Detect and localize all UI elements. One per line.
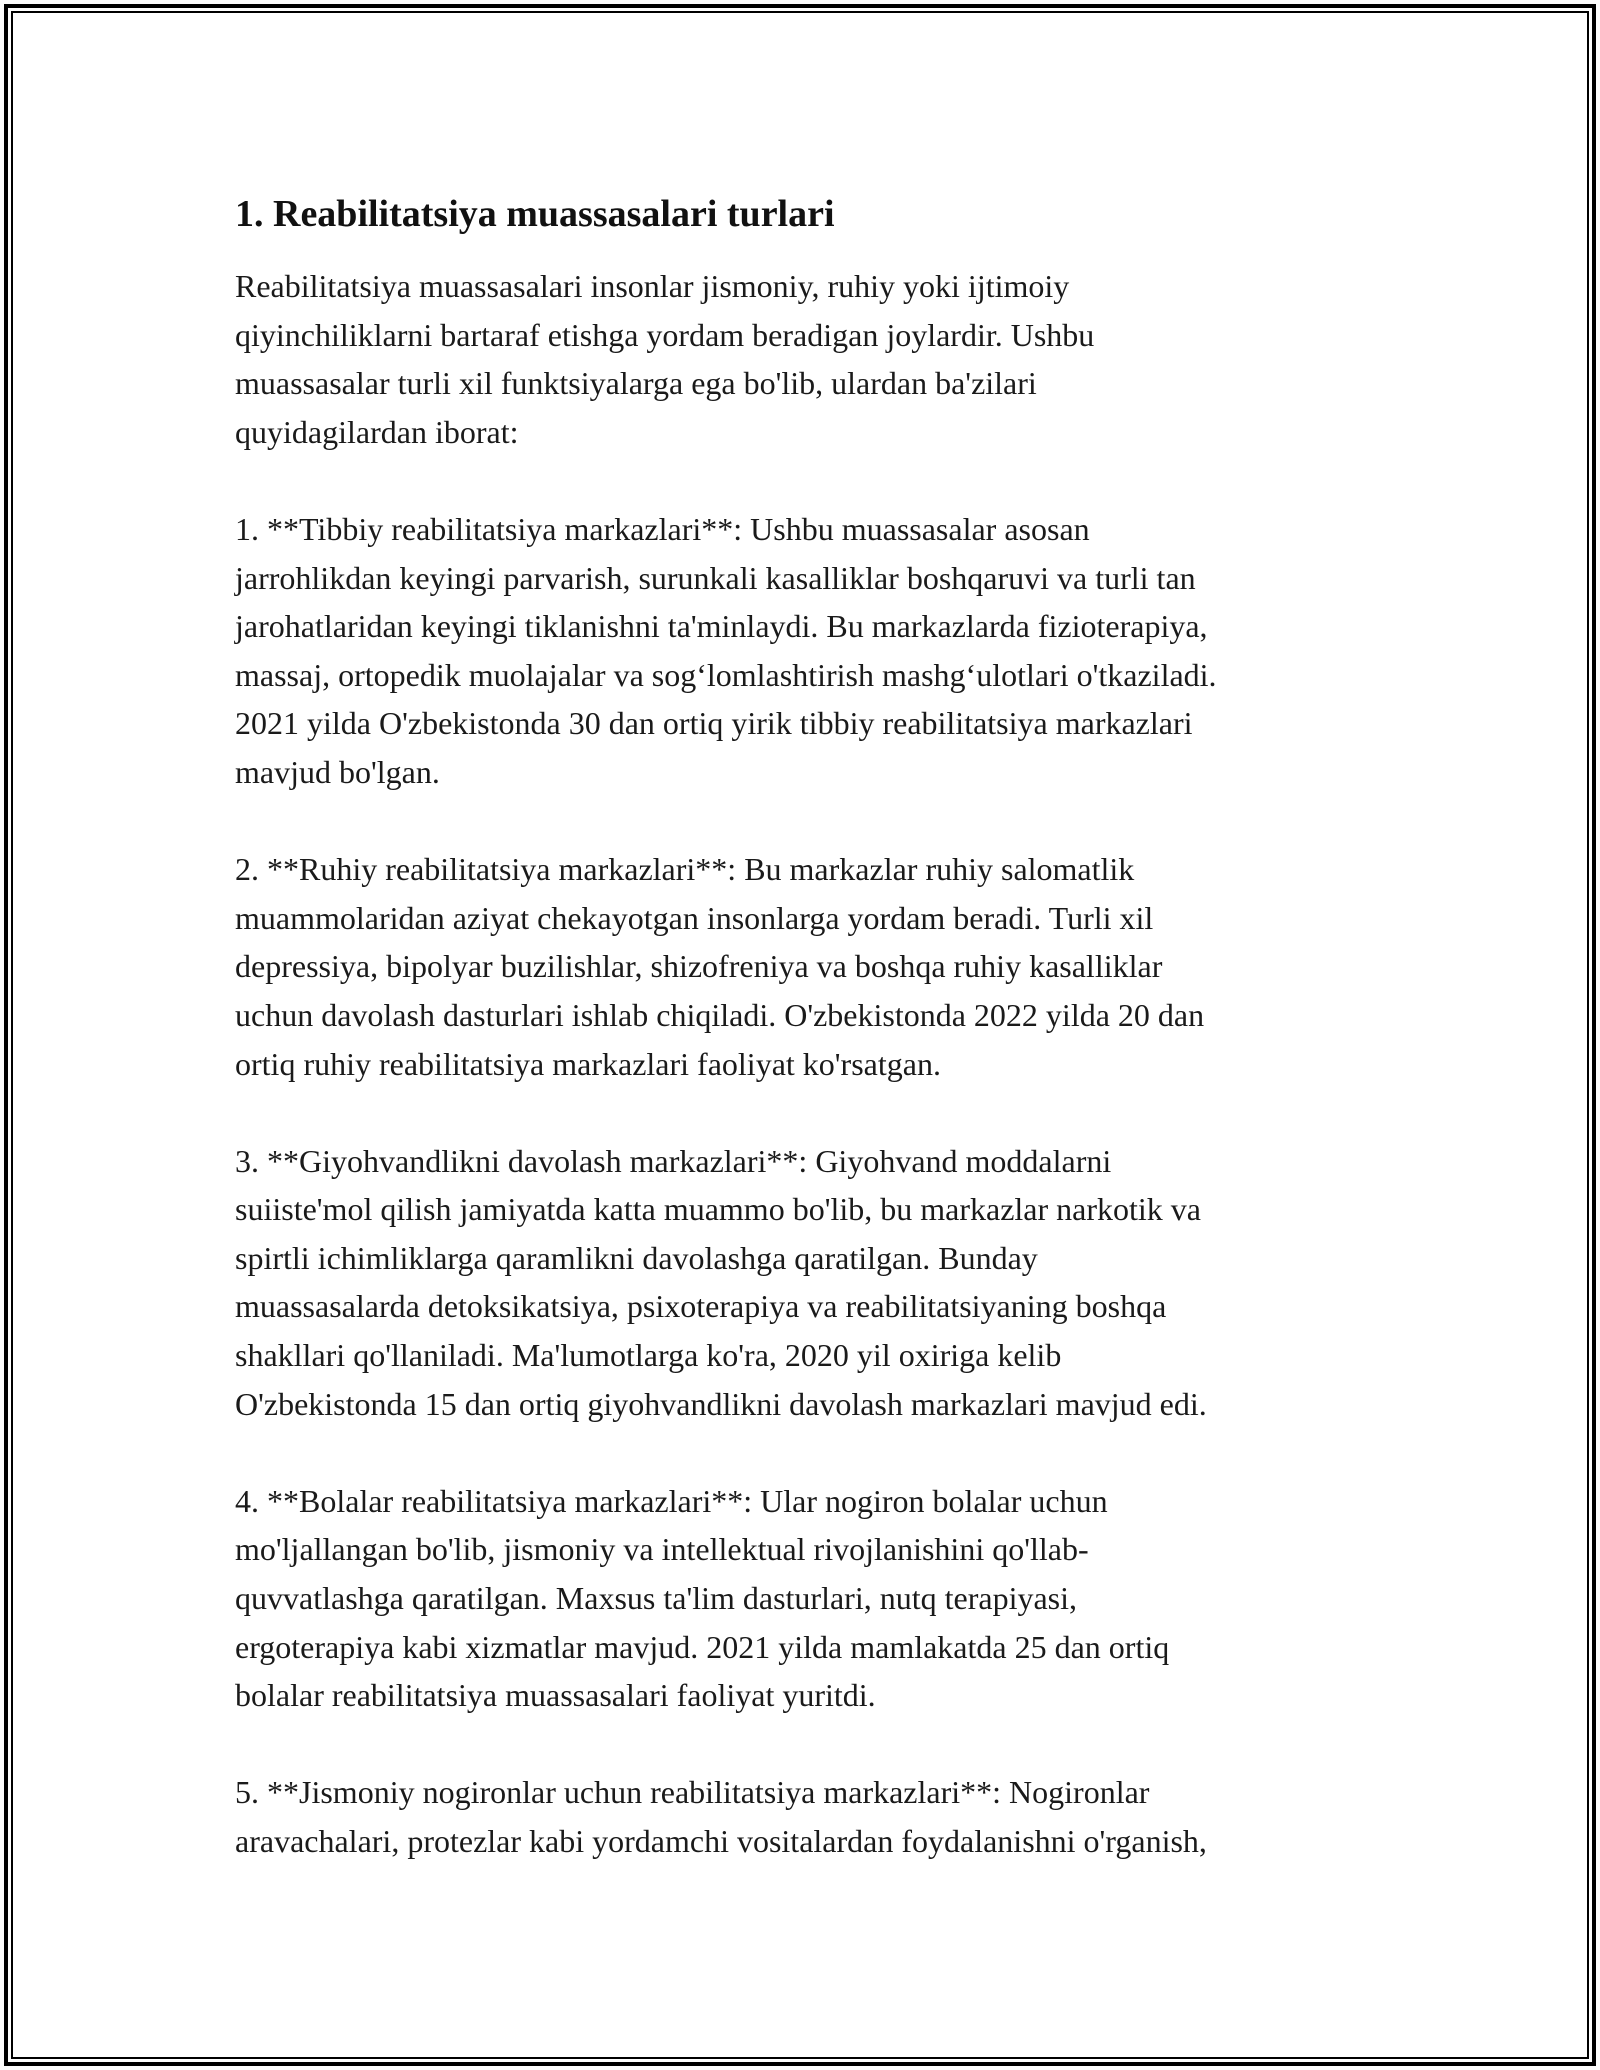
text-line: mavjud bo'lgan. [235,753,440,790]
intro-paragraph [235,262,1385,456]
text-line: 3. **Giyohvandlikni davolash markazlari**: Giyohvand moddalarni [235,1142,1112,1179]
paragraph-list [235,262,1385,1866]
section-heading: 1. Reabilitatsiya muassasalari turlari [235,193,835,235]
list-item-paragraph [235,845,1385,1088]
text-line: jarohatlaridan keyingi tiklanishni ta'minlaydi. Bu markazlarda fizioterapiya, [235,608,1208,645]
text-line: bolalar reabilitatsiya muassasalari faoliyat yuritdi. [235,1677,876,1714]
text-line: mo'ljallangan bo'lib, jismoniy va intellektual rivojlanishini qo'llab- [235,1531,1089,1568]
text-line: suiiste'mol qilish jamiyatda katta muammo bo'lib, bu markazlar narkotik va [235,1191,1201,1228]
text-line: 2021 yilda O'zbekistonda 30 dan ortiq yirik tibbiy reabilitatsiya markazlari [235,705,1193,742]
text-line: 5. **Jismoniy nogironlar uchun reabilitatsiya markazlari**: Nogironlar [235,1774,1150,1811]
text-line: 4. **Bolalar reabilitatsiya markazlari**: Ular nogiron bolalar uchun [235,1482,1108,1519]
document-body [235,184,1385,1914]
text-line: quvvatlashga qaratilgan. Maxsus ta'lim dasturlari, nutq terapiyasi, [235,1580,1077,1617]
text-line: jarrohlikdan keyingi parvarish, surunkali kasalliklar boshqaruvi va turli tan [235,559,1196,596]
text-line: quyidagilardan iborat: [235,413,519,450]
text-line: muammolaridan aziyat chekayotgan insonlarga yordam beradi. Turli xil [235,899,1154,936]
text-line: 2. **Ruhiy reabilitatsiya markazlari**: Bu markazlar ruhiy salomatlik [235,851,1135,888]
text-line: Reabilitatsiya muassasalari insonlar jismoniy, ruhiy yoki ijtimoiy [235,268,1070,304]
text-line: spirtli ichimliklarga qaramlikni davolashga qaratilgan. Bunday [235,1239,1038,1276]
text-line: O'zbekistonda 15 dan ortiq giyohvandlikni davolash markazlari mavjud edi. [235,1385,1207,1422]
text-line: qiyinchiliklarni bartaraf etishga yordam beradigan joylardir. Ushbu [235,316,1095,353]
list-item-paragraph [235,1477,1385,1720]
list-item-paragraph [235,1137,1385,1429]
text-line: ergoterapiya kabi xizmatlar mavjud. 2021 yilda mamlakatda 25 dan ortiq [235,1628,1170,1665]
list-item-paragraph [235,505,1385,797]
text-line: 1. **Tibbiy reabilitatsiya markazlari**: Ushbu muassasalar asosan [235,510,1090,547]
text-line: uchun davolash dasturlari ishlab chiqiladi. O'zbekistonda 2022 yilda 20 dan [235,996,1205,1033]
text-line: shakllari qo'llaniladi. Ma'lumotlarga ko'ra, 2020 yil oxiriga kelib [235,1337,1062,1374]
list-item-paragraph [235,1768,1385,1865]
text-line: ortiq ruhiy reabilitatsiya markazlari faoliyat ko'rsatgan. [235,1045,941,1082]
text-line: depressiya, bipolyar buzilishlar, shizofreniya va boshqa ruhiy kasalliklar [235,948,1163,985]
text-line: aravachalari, protezlar kabi yordamchi vositalardan foydalanishni o'rganish, [235,1823,1207,1859]
text-line: massaj, ortopedik muolajalar va sog‘lomlashtirish mashg‘ulotlari o'tkaziladi. [235,656,1217,693]
text-line: muassasalarda detoksikatsiya, psixoterapiya va reabilitatsiyaning boshqa [235,1288,1167,1325]
text-line: muassasalar turli xil funktsiyalarga ega bo'lib, ulardan ba'zilari [235,365,1037,402]
